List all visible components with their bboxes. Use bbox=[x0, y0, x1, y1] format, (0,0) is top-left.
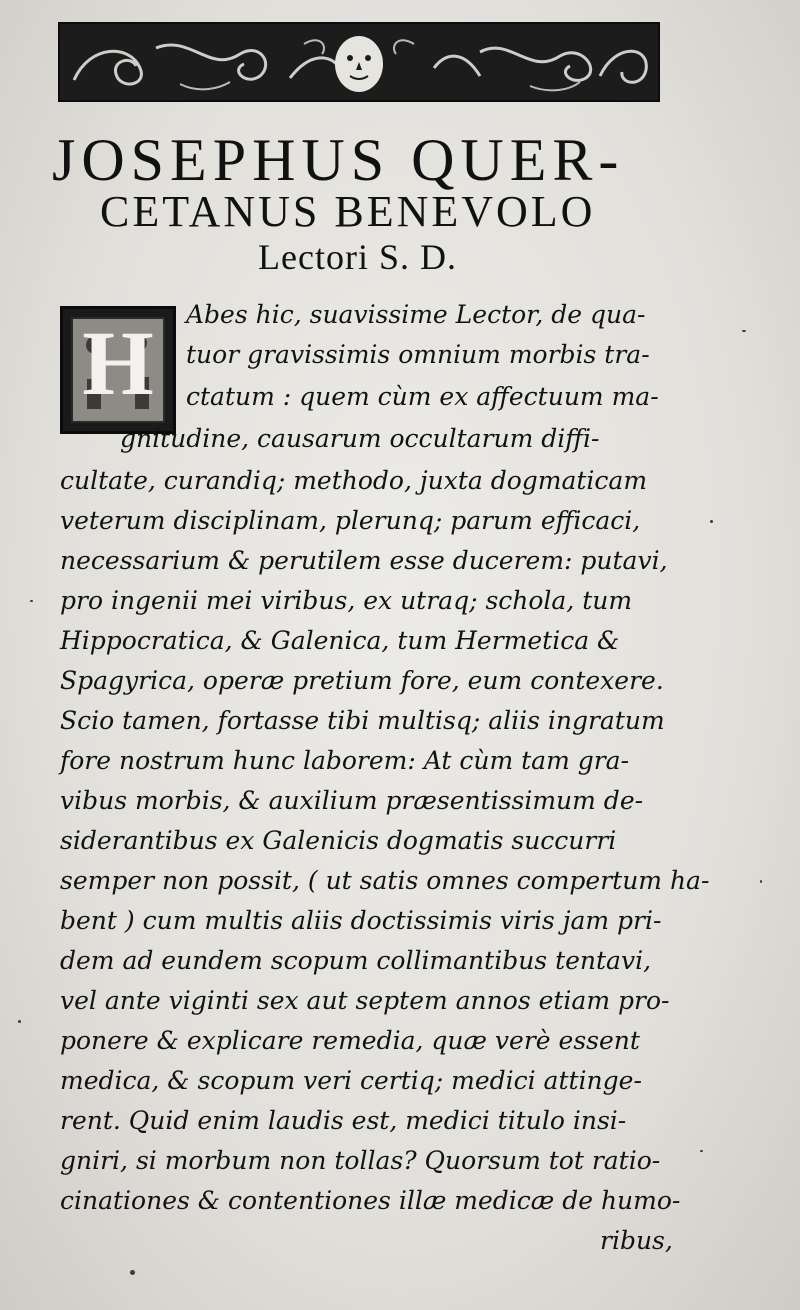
text-line-2: tuor gravissimis omnium morbis tra- bbox=[186, 340, 650, 369]
text-line-17: dem ad eundem scopum collimantibus tentavi, bbox=[60, 946, 652, 975]
heading-line-1: JOSEPHUS QUER- bbox=[52, 127, 625, 193]
text-line-15: semper non possit, ( ut satis omnes compertum ha- bbox=[60, 866, 710, 895]
text-line-20: medica, & scopum veri certiq; medici attinge- bbox=[60, 1066, 642, 1095]
text-line-11: Scio tamen, fortasse tibi multisq; aliis ingratum bbox=[60, 706, 665, 735]
text-line-1: Abes hic, suavissime Lector, de qua- bbox=[186, 300, 646, 329]
text-line-9: Hippocratica, & Galenica, tum Hermetica & bbox=[60, 626, 620, 655]
text-line-8: pro ingenii mei viribus, ex utraq; schola, tum bbox=[60, 586, 633, 615]
text-line-19: ponere & explicare remedia, quæ verè essent bbox=[60, 1026, 640, 1055]
text-line-12: fore nostrum hunc laborem: At cùm tam gra- bbox=[60, 746, 630, 775]
text-line-4: gnitudine, causarum occultarum diffi- bbox=[120, 424, 600, 453]
text-line-24: ribus, bbox=[600, 1226, 673, 1255]
text-line-23: cinationes & contentiones illæ medicæ de humo- bbox=[60, 1186, 681, 1215]
heading-line-3: Lectori S. D. bbox=[258, 237, 457, 277]
initial-letter: H bbox=[82, 312, 154, 414]
text-line-3: ctatum : quem cùm ex affectuum ma- bbox=[186, 382, 659, 411]
text-line-16: bent ) cum multis aliis doctissimis viris jam pri- bbox=[60, 906, 662, 935]
text-line-14: siderantibus ex Galenicis dogmatis succurri bbox=[60, 826, 617, 855]
text-line-5: cultate, curandiq; methodo, juxta dogmaticam bbox=[60, 466, 648, 495]
body-text bbox=[60, 0, 710, 1310]
heading-line-2: CETANUS BENEVOLO bbox=[100, 187, 596, 236]
text-line-22: gniri, si morbum non tollas? Quorsum tot ratio- bbox=[60, 1146, 661, 1175]
text-line-6: veterum disciplinam, plerunq; parum efficaci, bbox=[60, 506, 641, 535]
text-line-21: rent. Quid enim laudis est, medici titulo insi- bbox=[60, 1106, 627, 1135]
text-line-10: Spagyrica, operæ pretium fore, eum contexere. bbox=[60, 666, 664, 695]
text-line-18: vel ante viginti sex aut septem annos etiam pro- bbox=[60, 986, 670, 1015]
text-line-7: necessarium & perutilem esse ducerem: putavi, bbox=[60, 546, 668, 575]
text-line-13: vibus morbis, & auxilium præsentissimum de- bbox=[60, 786, 644, 815]
